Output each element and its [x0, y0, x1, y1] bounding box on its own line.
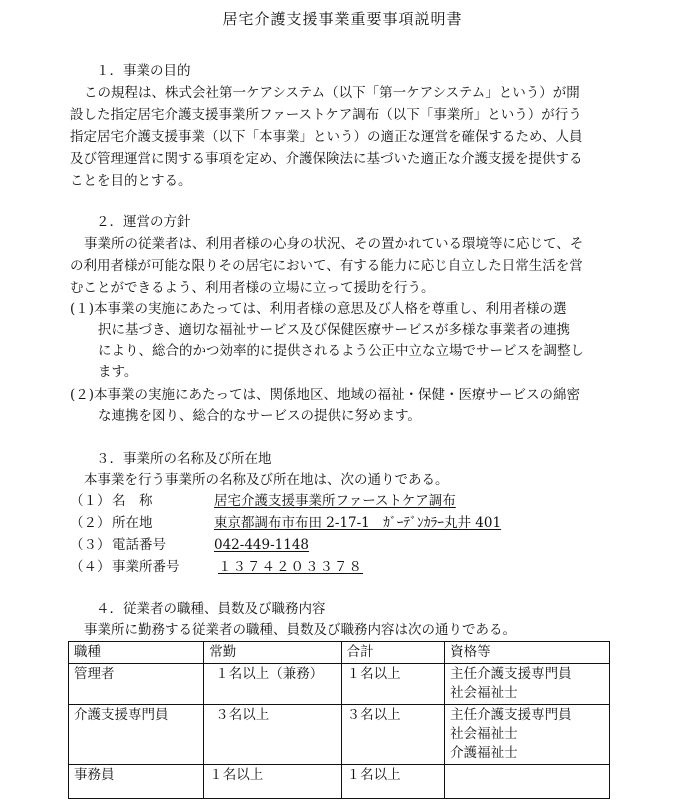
section-3-heading: ３．事業所の名称及び所在地	[96, 451, 272, 467]
table-row	[69, 705, 610, 765]
section-2-line: むことができるよう、利用者様の立場に立って援助を行う。	[70, 280, 435, 296]
location-item-label: 所在地	[112, 515, 153, 531]
location-item-value: 東京都調布市布田 2-17-1 ｶﾞｰﾃﾞﾝｶﾗｰ丸井 401	[214, 515, 502, 531]
fulltime-cell	[204, 664, 341, 705]
location-item-row	[112, 491, 473, 511]
table-header-row	[69, 642, 610, 664]
location-item-row	[112, 557, 363, 577]
section-2-line: の利用者様が可能な限りその居宅において、有する能力に応じ自立した日常生活を営	[70, 258, 583, 274]
location-item-num: （３）	[70, 537, 111, 553]
section-2-item-1: (１)本事業の実施にあたっては、利用者様の意思及び人格を尊重し、利用者様の選	[70, 301, 567, 317]
location-item-label: 事業所番号	[112, 559, 180, 575]
role-cell: 介護支援専門員	[69, 705, 204, 765]
qualification: 主任介護支援専門員	[450, 707, 572, 723]
section-1-line: この規程は、株式会社第一ケアシステム（以下「第一ケアシステム」という）が開	[84, 85, 580, 101]
fulltime-cell: １名以上	[204, 765, 341, 799]
section-2-item-2: (２)本事業の実施にあたっては、関係地区、地域の福祉・保健・医療サービスの綿密	[70, 387, 581, 403]
section-1-line: 設した指定居宅介護支援事業所ファーストケア調布（以下「事業所」という）が行う	[70, 107, 582, 123]
total-value: １名以上	[346, 666, 401, 682]
section-2-line: 事業所の従業者は、利用者様の心身の状況、その置かれている環境等に応じて、そ	[84, 236, 584, 252]
section-2-heading: ２．運営の方針	[96, 214, 191, 230]
section-2-item-2-cont: な連携を図り、総合的なサービスの提供に努めます。	[98, 408, 421, 424]
total-value: ３名以上	[346, 707, 401, 723]
fulltime-value: １名以上（兼務）	[215, 666, 324, 682]
qualification: 社会福祉士	[450, 685, 518, 701]
staff-table	[68, 641, 610, 799]
section-2-item-1-cont: 択に基づき、適切な福祉サービス及び保健医療サービスが多様な事業者の連携	[98, 322, 570, 338]
section-1-line: ことを目的とする。	[70, 173, 192, 189]
qualifications-cell	[445, 705, 610, 765]
section-3-intro: 本事業を行う事業所の名称及び所在地は、次の通りである。	[84, 472, 449, 488]
qualification: 主任介護支援専門員	[450, 666, 572, 682]
column-header: 常勤	[204, 642, 341, 664]
total-cell	[341, 664, 445, 705]
location-item-num: （４）	[70, 559, 111, 575]
total-cell	[341, 705, 445, 765]
total-cell: １名以上	[341, 765, 445, 799]
column-header: 合計	[341, 642, 445, 664]
location-item-value: １３７４２０３３７８	[218, 559, 363, 575]
section-4-heading: ４．従業者の職種、員数及び職務内容	[96, 601, 326, 617]
location-item-value: 居宅介護支援事業所ファーストケア調布	[214, 493, 456, 509]
section-1-line: 及び管理運営に関する事項を定め、介護保険法に基づいた適正な介護支援を提供する	[70, 151, 583, 167]
qualification: 介護福祉士	[450, 745, 518, 761]
location-item-row	[112, 513, 510, 533]
role-cell: 事務員	[69, 765, 204, 799]
table-row	[69, 765, 610, 799]
location-item-num: （２）	[70, 515, 111, 531]
location-item-value: 042-449-1148	[214, 537, 310, 553]
column-header: 資格等	[445, 642, 610, 664]
section-2-item-1-cont: ます。	[98, 364, 138, 380]
section-1-line: 指定居宅介護支援事業（以下「本事業」という）の適正な運営を確保するため、人員	[70, 129, 583, 145]
qualifications-cell	[445, 664, 610, 705]
role-cell: 管理者	[69, 664, 204, 705]
fulltime-value: ３名以上	[215, 707, 270, 723]
section-1-heading: １．事業の目的	[96, 63, 191, 79]
table-row	[69, 664, 610, 705]
qualifications-cell	[445, 765, 610, 799]
location-item-row	[112, 535, 310, 555]
fulltime-cell	[204, 705, 341, 765]
column-header: 職種	[69, 642, 204, 664]
location-item-num: （１）	[70, 493, 111, 509]
document-title: 居宅介護支援事業重要事項説明書	[222, 10, 463, 28]
section-4-intro: 事業所に勤務する従業者の職種、員数及び職務内容は次の通りである。	[84, 622, 516, 638]
qualification: 社会福祉士	[450, 726, 518, 742]
location-item-label: 電話番号	[112, 537, 166, 553]
section-2-item-1-cont: により、総合的かつ効率的に提供されるよう公正中立な立場でサービスを調整し	[98, 343, 584, 359]
location-item-label: 名 称	[112, 493, 153, 509]
